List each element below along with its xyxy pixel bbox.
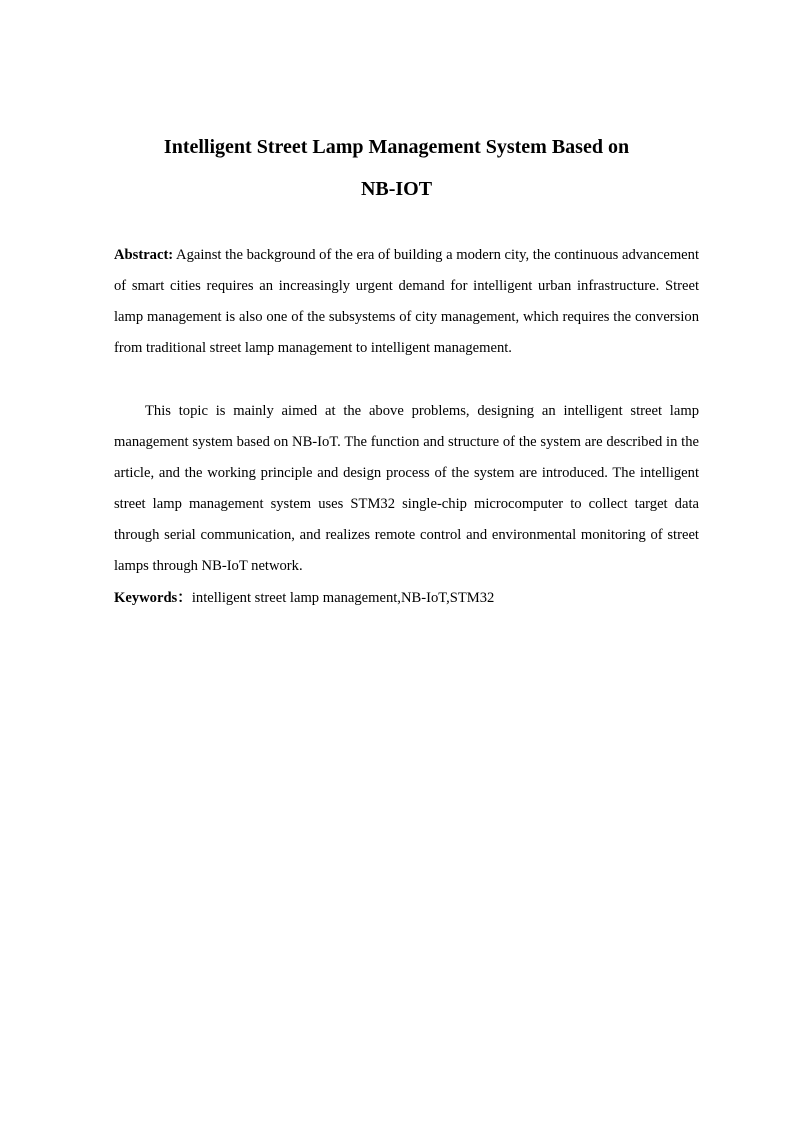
keywords-text: intelligent street lamp management,NB-IoT,STM32 — [191, 590, 495, 606]
paper-title-line-1: Intelligent Street Lamp Management System Based on — [163, 136, 630, 158]
topic-paragraph: This topic is mainly aimed at the above problems, designing an intelligent street lamp management system based on NB-IoT. The function and structure of the system are described in the article, and the working principle and design process of the system are introduced. The intelligent street lamp management system uses STM32 single-chip microcomputer to collect target data through serial communication, and realizes remote control and environmental monitoring of street lamps through NB-IoT network. — [114, 403, 699, 574]
abstract-label: Abstract: — [114, 247, 174, 263]
paper-title-line-2: NB-IOT — [360, 178, 433, 200]
abstract-paragraph — [114, 240, 699, 364]
keywords-paragraph — [114, 583, 699, 614]
abstract-text: Against the background of the era of building a modern city, the continuous advancement of smart cities requires an increasingly urgent demand for intelligent urban infrastructure. Street lamp management is also one of the subsystems of city management, which requires the conversion from traditional street lamp management to intelligent management. — [114, 247, 699, 356]
keywords-label: Keywords： — [114, 590, 192, 606]
